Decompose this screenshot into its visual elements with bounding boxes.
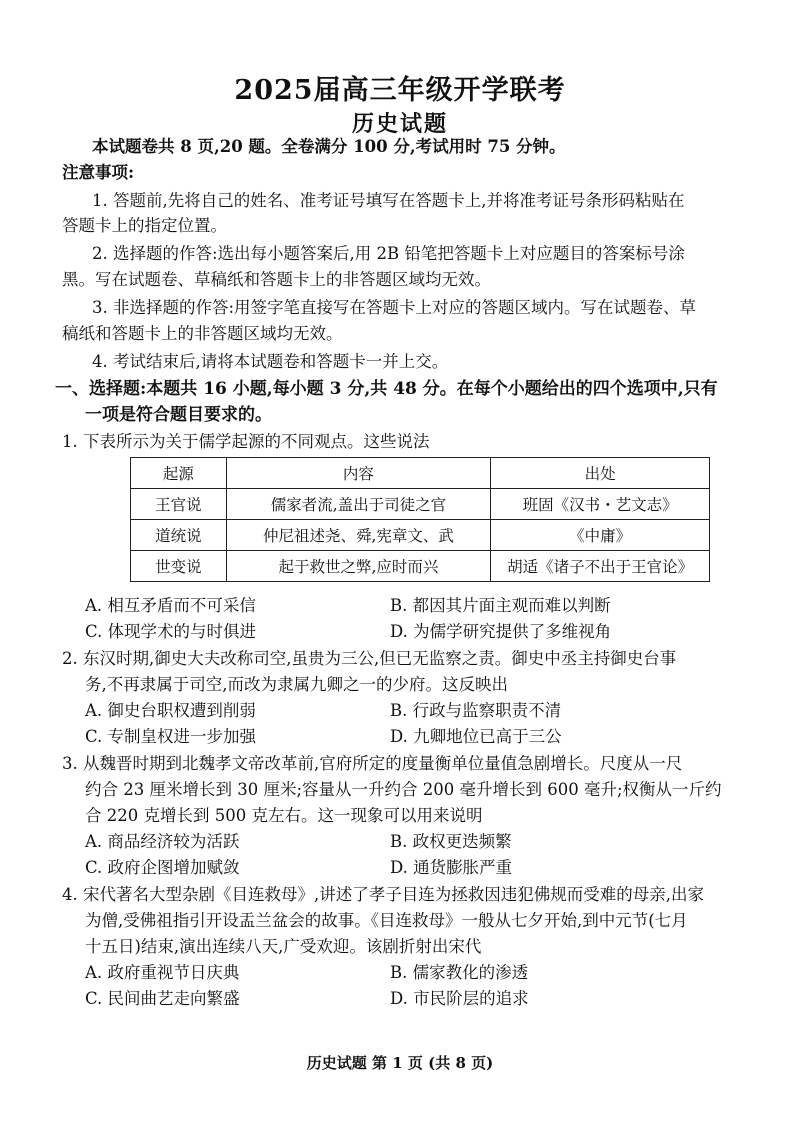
question-4-stem-cont: 为僧,受佛祖指引开设盂兰盆会的故事。《目连救母》一般从七夕开始,到中元节(七月 (85, 911, 688, 930)
note-line: 稿纸和答题卡上的非答题区域均无效。 (62, 324, 343, 343)
exam-info: 本试题卷共 8 页,20 题。全卷满分 100 分,考试用时 75 分钟。 (92, 137, 566, 156)
table-header-cell: 出处 (491, 458, 710, 489)
section-heading-cont: 一项是符合题目要求的。 (85, 405, 272, 425)
option-c: C. 体现学术的与时俱进 (85, 622, 257, 641)
notes-heading: 注意事项: (62, 163, 135, 182)
table-cell: 班固《汉书・艺文志》 (491, 489, 710, 520)
table-cell: 王官说 (131, 489, 227, 520)
option-a: A. 政府重视节日庆典 (85, 963, 240, 982)
option-a: A. 御史台职权遭到削弱 (85, 701, 256, 720)
table-cell: 世变说 (131, 551, 227, 582)
question-3-stem-cont: 合 220 克增长到 500 克左右。这一现象可以用来说明 (85, 806, 483, 825)
table-cell: 儒家者流,盖出于司徒之官 (226, 489, 490, 520)
note-line: 答题卡上的指定位置。 (62, 216, 227, 235)
question-4-stem-cont: 十五日)结束,演出连续八天,广受欢迎。该剧折射出宋代 (85, 937, 482, 956)
section-heading: 一、选择题:本题共 16 小题,每小题 3 分,共 48 分。在每个小题给出的四个选项中,只有 (55, 379, 718, 399)
option-b: B. 行政与监察职责不清 (390, 701, 562, 720)
question-1-table (130, 457, 710, 582)
question-1-stem: 1. 下表所示为关于儒学起源的不同观点。这些说法 (62, 432, 430, 451)
table-row (131, 489, 710, 520)
table-cell: 《中庸》 (491, 520, 710, 551)
note-line: 3. 非选择题的作答:用签字笔直接写在答题卡上对应的答题区域内。写在试题卷、草 (92, 298, 697, 317)
option-a: A. 相互矛盾而不可采信 (85, 596, 256, 615)
option-c: C. 政府企图增加赋敛 (85, 858, 240, 877)
option-d: D. 通货膨胀严重 (390, 858, 513, 877)
option-d: D. 为儒学研究提供了多维视角 (390, 622, 612, 641)
option-c: C. 民间曲艺走向繁盛 (85, 989, 240, 1008)
page-footer: 历史试题 第 1 页 (共 8 页) (306, 1054, 494, 1072)
note-line: 4. 考试结束后,请将本试题卷和答题卡一并上交。 (92, 352, 449, 371)
option-c: C. 专制皇权进一步加强 (85, 727, 257, 746)
option-a: A. 商品经济较为活跃 (85, 832, 240, 851)
table-cell: 胡适《诸子不出于王官论》 (491, 551, 710, 582)
note-line: 黑。写在试题卷、草稿纸和答题卡上的非答题区域均无效。 (62, 270, 491, 289)
option-d: D. 九卿地位已高于三公 (390, 727, 562, 746)
table-cell: 仲尼祖述尧、舜,宪章文、武 (226, 520, 490, 551)
table-header-cell: 起源 (131, 458, 227, 489)
table-cell: 道统说 (131, 520, 227, 551)
option-d: D. 市民阶层的追求 (390, 989, 529, 1008)
question-2-stem: 2. 东汉时期,御史大夫改称司空,虽贵为三公,但已无监察之责。御史中丞主持御史台事 (62, 649, 677, 668)
question-3-stem: 3. 从魏晋时期到北魏孝文帝改革前,官府所定的度量衡单位量值急剧增长。尺度从一尺 (62, 754, 683, 773)
question-2-stem-cont: 务,不再隶属于司空,而改为隶属九卿之一的少府。这反映出 (85, 675, 508, 694)
option-b: B. 政权更迭频繁 (390, 832, 512, 851)
option-b: B. 儒家教化的渗透 (390, 963, 529, 982)
table-row (131, 551, 710, 582)
table-header-row (131, 458, 710, 489)
table-row (131, 520, 710, 551)
question-4-stem: 4. 宋代著名大型杂剧《目连救母》,讲述了孝子目连为拯救因违犯佛规而受难的母亲,出家 (62, 885, 704, 904)
page-title: 2025届高三年级开学联考 (234, 75, 566, 106)
page-subtitle: 历史试题 (351, 111, 448, 137)
question-3-stem-cont: 约合 23 厘米增长到 30 厘米;容量从一升约合 200 毫升增长到 600 毫升;权衡从一斤约 (85, 780, 722, 799)
note-line: 1. 答题前,先将自己的姓名、准考证号填写在答题卡上,并将准考证号条形码粘贴在 (92, 191, 685, 210)
option-b: B. 都因其片面主观而难以判断 (390, 596, 611, 615)
note-line: 2. 选择题的作答:选出每小题答案后,用 2B 铅笔把答题卡上对应题目的答案标号涂 (92, 244, 685, 263)
table-header-cell: 内容 (226, 458, 490, 489)
table-cell: 起于救世之弊,应时而兴 (226, 551, 490, 582)
